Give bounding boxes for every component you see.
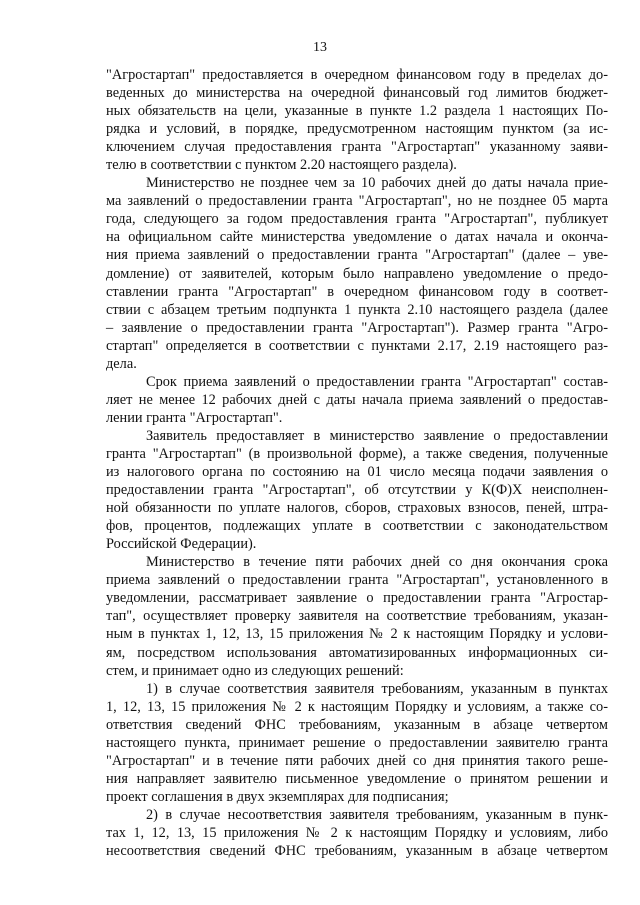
text-line: из налогового органа по состоянию на 01 число месяца подачи заявления о [106,464,608,481]
document-body [106,66,608,860]
text-line: Заявитель предоставляет в министерство заявление о предоставлении [146,427,608,444]
text-line: фов, процентов, подлежащих уплате в соответствии с законодательством [106,518,608,535]
paragraph [106,427,608,553]
text-line: ной обязанности по уплате налогов, сборов, страховых взносов, пеней, штра- [106,500,608,517]
paragraph [106,680,608,806]
text-line: дела. [106,355,137,372]
text-line: веденных до министерства на очередной финансовый год лимитов бюджет- [106,85,608,102]
text-line: приема заявлений о предоставлении гранта "Агростартап", установленного в [106,572,608,589]
paragraph [106,174,608,373]
text-line: рядка и условий, в порядке, предусмотренном настоящим пунктом (за ис- [106,121,608,138]
text-line: 1, 12, 13, 15 приложения № 2 к настоящим Порядку и условиям, а также со- [106,698,608,715]
text-line: ма заявлений о предоставлении гранта "Агростартап", но не позднее 05 марта [106,193,608,210]
paragraph [106,553,608,679]
text-line: ответствия сведений ФНС требованиям, указанным в абзаце четвертом [106,716,608,733]
text-line: 2) в случае несоответствия заявителя требованиям, указанным в пунк- [146,806,608,823]
text-line: ям, посредством использования автоматизированных информационных си- [106,644,608,661]
text-line: Министерство не позднее чем за 10 рабочих дней до даты начала прие- [146,175,608,192]
text-line: проект соглашения в двух экземплярах для подписания; [106,788,449,805]
text-line: ствии с абзацем третьим подпункта 1 пункта 2.10 настоящего раздела (далее [106,301,608,318]
text-line: стем, и принимает одно из следующих решений: [106,662,404,679]
text-line: гранта "Агростартап" (в произвольной форме), а также сведения, полученные [106,445,608,462]
text-line: на официальном сайте министерства уведомление о датах начала и оконча- [106,229,608,246]
text-line: несоответствия сведений ФНС требованиям, указанным в абзаце четвертом [106,843,608,860]
text-line: тап", осуществляет проверку заявителя на соответствие требованиям, указан- [106,608,608,625]
text-line: предоставлении гранта "Агростартап", об отсутствии у К(Ф)Х неисполнен- [106,482,608,499]
paragraph [106,806,608,860]
text-line: – заявление о предоставлении гранта "Агростартап"). Размер гранта "Агро- [106,319,608,336]
text-line: года, следующего за годом предоставления гранта "Агростартап", публикует [106,211,608,228]
text-line: Срок приема заявлений о предоставлении гранта "Агростартап" состав- [146,373,608,390]
text-line: ставлении гранта "Агростартап" в очередном финансовом году в соответ- [106,283,608,300]
text-line: тах 1, 12, 13, 15 приложения № 2 к настоящим Порядку и условиям, либо [106,824,608,841]
text-line: ным в пунктах 1, 12, 13, 15 приложения № 2 к настоящим Порядку и услови- [106,626,608,643]
text-line: ния направляет заявителю письменное уведомление о принятом решении и [106,770,608,787]
text-line: стартап" определяется в соответствии с пунктами 2.17, 2.19 настоящего раз- [106,337,608,354]
text-line: телю в соответствии с пунктом 2.20 настоящего раздела). [106,157,457,174]
text-line: лении гранта "Агростартап". [106,409,283,426]
text-line: настоящего пункта, принимает решение о предоставлении заявителю гранта [106,734,608,751]
text-line: ляет не менее 12 рабочих дней с даты начала приема заявлений о предостав- [106,391,608,408]
paragraph [106,66,608,174]
text-line: "Агростартап" и в течение пяти рабочих дней со дня принятия такого реше- [106,752,608,769]
text-line: уведомлении, рассматривает заявление о предоставлении гранта "Агростар- [106,590,608,607]
text-line: Российской Федерации). [106,536,257,553]
paragraph [106,373,608,427]
text-line: "Агростартап" предоставляется в очередном финансовом году в пределах до- [106,67,608,83]
text-line: Министерство в течение пяти рабочих дней со дня окончания срока [146,554,608,571]
text-line: 1) в случае соответствия заявителя требованиям, указанным в пунктах [146,680,608,697]
text-line: домление) от заявителей, которым было направлено уведомление о предо- [106,265,608,282]
text-line: ных обязательств на цели, указанные в пункте 1.2 раздела 1 настоящих По- [106,103,608,120]
text-line: ния приема заявлений о предоставлении гранта "Агростартап" (далее – уве- [106,247,608,264]
text-line: ключением случая предоставления гранта "Агростартап" указанному заяви- [106,139,608,156]
page-number: 13 [313,40,327,55]
